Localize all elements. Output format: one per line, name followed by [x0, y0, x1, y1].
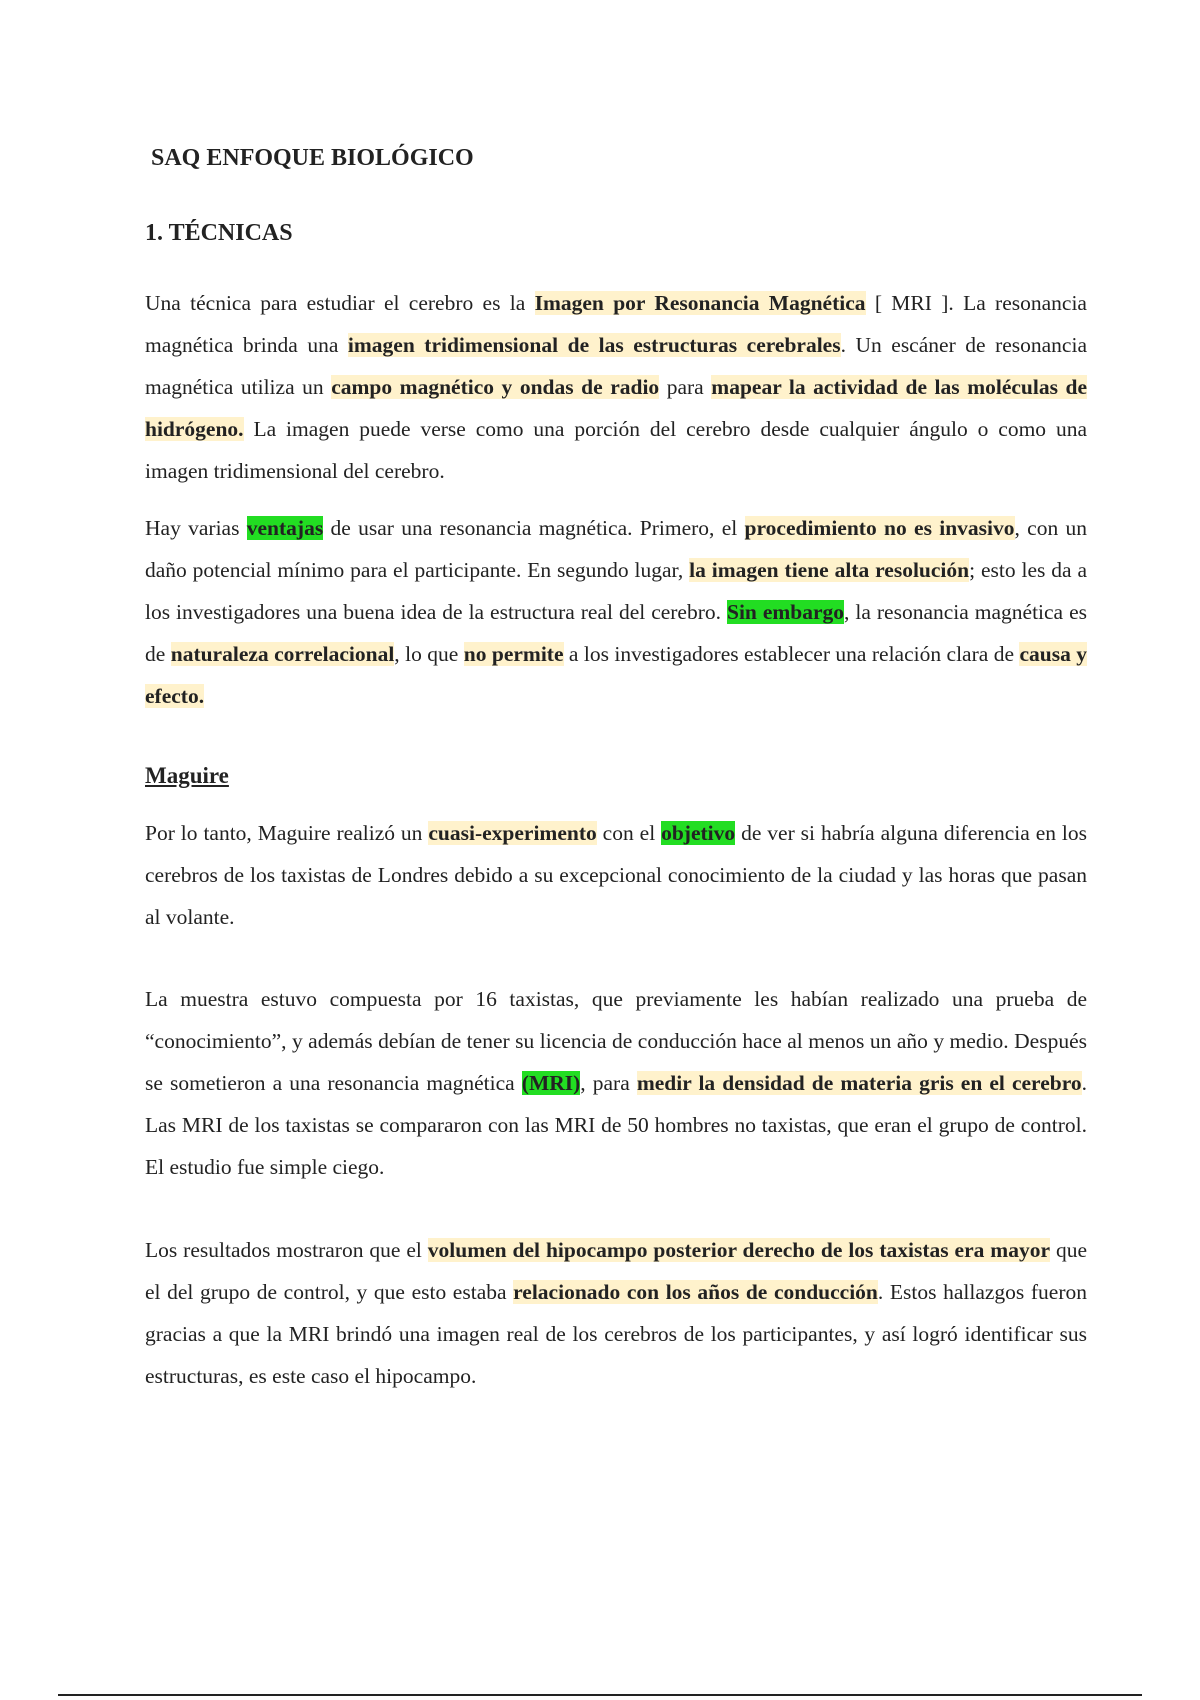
- highlight-yellow: naturaleza correlacional: [170, 642, 395, 666]
- text-run: con el: [596, 821, 662, 845]
- highlight-yellow: campo magnético y ondas de radio: [331, 375, 660, 399]
- paragraph-mri-advantages: [145, 507, 1087, 717]
- highlight-yellow: la imagen tiene alta resolución: [689, 558, 970, 582]
- study-subheading: Maguire: [145, 763, 229, 788]
- text-run: . Las MRI de los taxistas se compararon con las MRI de 50 hombres no taxistas, que eran el grupo de control. El estudio fue simple ciego.: [145, 1071, 1087, 1179]
- highlight-yellow: cuasi-experimento: [428, 821, 597, 845]
- section-heading: 1. TÉCNICAS: [145, 220, 293, 246]
- highlight-yellow: no permite: [463, 642, 564, 666]
- text-run: Por lo tanto, Maguire realizó un: [145, 821, 429, 845]
- highlight-green: (MRI): [521, 1071, 581, 1095]
- highlight-green: objetivo: [661, 821, 736, 845]
- highlight-yellow: causa y efecto.: [145, 642, 1087, 708]
- text-run: , con un daño potencial mínimo para el participante. En segundo lugar,: [145, 516, 1088, 582]
- highlight-yellow: volumen del hipocampo posterior derecho de los taxistas era mayor: [427, 1238, 1051, 1262]
- document-title: SAQ ENFOQUE BIOLÓGICO: [151, 145, 474, 171]
- text-run: que el del grupo de control, y que esto estaba: [145, 1238, 1087, 1304]
- highlight-yellow: imagen tridimensional de las estructuras cerebrales: [347, 333, 841, 357]
- text-run: a los investigadores establecer una relación clara de: [563, 642, 1020, 666]
- text-run: ; esto les da a los investigadores una buena idea de la estructura real del cerebro.: [145, 558, 1088, 624]
- bottom-divider: [58, 1694, 1142, 1696]
- text-run: , la resonancia magnética es de: [145, 600, 1087, 666]
- paragraph-maguire-sample: [145, 978, 1087, 1188]
- text-run: Los resultados mostraron que el: [145, 1238, 428, 1262]
- highlight-yellow: relacionado con los años de conducción: [513, 1280, 878, 1304]
- highlight-yellow: mapear la actividad de las moléculas de hidrógeno.: [145, 375, 1088, 441]
- paragraph-maguire-results: [145, 1229, 1087, 1397]
- text-run: La muestra estuvo compuesta por 16 taxistas, que previamente les habían realizado una prueba de “conocimiento”, y además debían de tener su licencia de conducción hace al menos un año y medio. Después se sometieron a una resonancia magnética: [145, 987, 1087, 1095]
- highlight-yellow: procedimiento no es invasivo: [744, 516, 1015, 540]
- highlight-green: Sin embargo: [726, 600, 845, 624]
- text-run: de ver si habría alguna diferencia en los cerebros de los taxistas de Londres debido a su excepcional conocimiento de la ciudad y las horas que pasan al volante.: [145, 821, 1088, 929]
- paragraph-maguire-aim: [145, 812, 1087, 938]
- text-run: de usar una resonancia magnética. Primero, el: [323, 516, 745, 540]
- text-run: La imagen puede verse como una porción del cerebro desde cualquier ángulo o como una imagen tridimensional del cerebro.: [145, 417, 1087, 483]
- text-run: para: [659, 375, 712, 399]
- text-run: Una técnica para estudiar el cerebro es la: [145, 291, 535, 315]
- text-run: . Estos hallazgos fueron gracias a que la MRI brindó una imagen real de los cerebros de los participantes, y así logró identificar sus estructuras, es este caso el hipocampo.: [145, 1280, 1087, 1388]
- text-run: , lo que: [394, 642, 464, 666]
- text-run: Hay varias: [145, 516, 247, 540]
- text-run: [ MRI ]. La resonancia magnética brinda una: [145, 291, 1087, 357]
- text-run: . Un escáner de resonancia magnética utiliza un: [145, 333, 1087, 399]
- highlight-yellow: medir la densidad de materia gris en el cerebro: [636, 1071, 1082, 1095]
- highlight-yellow: Imagen por Resonancia Magnética: [534, 291, 866, 315]
- highlight-green: ventajas: [246, 516, 324, 540]
- paragraph-mri-intro: [145, 282, 1087, 492]
- text-run: , para: [580, 1071, 637, 1095]
